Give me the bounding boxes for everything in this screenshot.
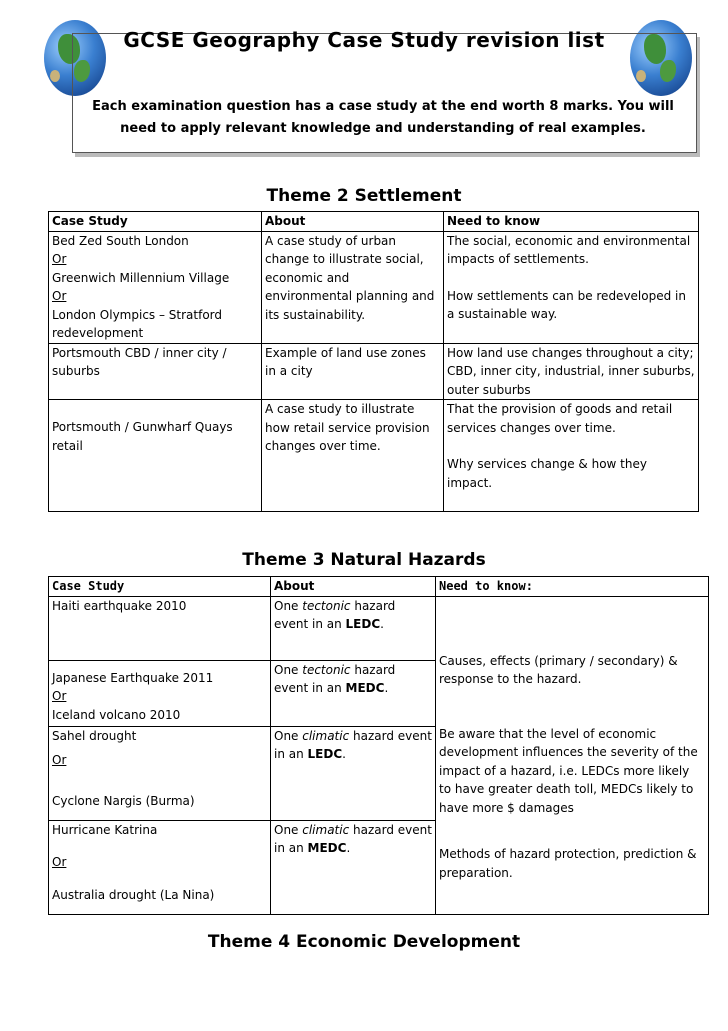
need-text: That the provision of goods and retail services changes over time. [447,402,673,435]
or-label: Or [52,252,67,266]
need-to-know-cell [444,231,699,343]
about-cell: Example of land use zones in a city [262,343,444,400]
about-cell: One climatic hazard event in an MEDC. [271,820,436,914]
case-name: Hurricane Katrina [52,822,158,837]
case-name: Portsmouth / Gunwharf Quays retail [52,420,233,453]
theme3-table [48,576,709,915]
about-cell: A case study of urban change to illustrate social, economic and environmental planning and its sustainability. [262,231,444,343]
case-name: Japanese Earthquake 2011 [52,670,214,685]
or-label: Or [52,689,67,703]
table-header-row [49,212,699,232]
or-label: Or [52,753,67,767]
case-study-cell [49,400,262,512]
about-cell: One climatic hazard event in an LEDC. [271,726,436,820]
column-header: Case Study [49,212,262,232]
case-study-cell: Portsmouth CBD / inner city / suburbs [49,343,262,400]
column-header: Need to know: [436,577,709,597]
theme2-table [48,211,699,512]
column-header: Need to know [444,212,699,232]
or-label: Or [52,855,67,869]
theme2-title: Theme 2 Settlement [266,186,462,206]
table-row [49,400,699,512]
case-name: London Olympics – Stratford redevelopment [52,307,223,340]
theme4-title: Theme 4 Economic Development [207,932,521,952]
case-name: Cyclone Nargis (Burma) [52,793,195,808]
case-study-cell [49,726,271,820]
table-row [49,231,699,343]
case-name: Sahel drought [52,728,137,743]
theme3-title: Theme 3 Natural Hazards [242,550,486,570]
need-to-know-cell: How land use changes throughout a city; CBD, inner city, industrial, inner suburbs, outer suburbs [444,343,699,400]
case-study-cell [49,820,271,914]
case-name: Bed Zed South London [52,233,189,248]
need-text: Methods of hazard protection, prediction & preparation. [439,847,697,880]
need-text: Be aware that the level of economic development influences the severity of the impact of a hazard, i.e. LEDCs more likely to have greater death toll, MEDCs likely to have more $ damages [439,726,698,815]
need-text: Why services change & how they impact. [447,457,647,490]
column-header: About [271,577,436,597]
column-header: Case Study [49,577,271,597]
case-study-cell: Haiti earthquake 2010 [49,596,271,660]
case-study-cell [49,231,262,343]
page-title: GCSE Geography Case Study revision list [123,28,605,52]
about-cell: A case study to illustrate how retail service provision changes over time. [262,400,444,512]
need-text: The social, economic and environmental impacts of settlements. [447,233,691,266]
column-header: About [262,212,444,232]
table-row [49,596,709,660]
or-label: Or [52,289,67,303]
about-cell: One tectonic hazard event in an MEDC. [271,660,436,726]
table-row [49,343,699,400]
need-to-know-cell [436,596,709,914]
need-to-know-cell [444,400,699,512]
need-text: Causes, effects (primary / secondary) & response to the hazard. [439,653,678,686]
case-name: Australia drought (La Nina) [52,887,215,902]
case-study-cell [49,660,271,726]
case-name: Greenwich Millennium Village [52,270,230,285]
case-name: Iceland volcano 2010 [52,707,181,722]
need-text: How settlements can be redeveloped in a sustainable way. [447,288,686,321]
table-header-row [49,577,709,597]
about-cell: One tectonic hazard event in an LEDC. [271,596,436,660]
intro-text: Each examination question has a case study at the end worth 8 marks. You will need to apply relevant knowledge and understanding of real examples. [92,99,674,136]
